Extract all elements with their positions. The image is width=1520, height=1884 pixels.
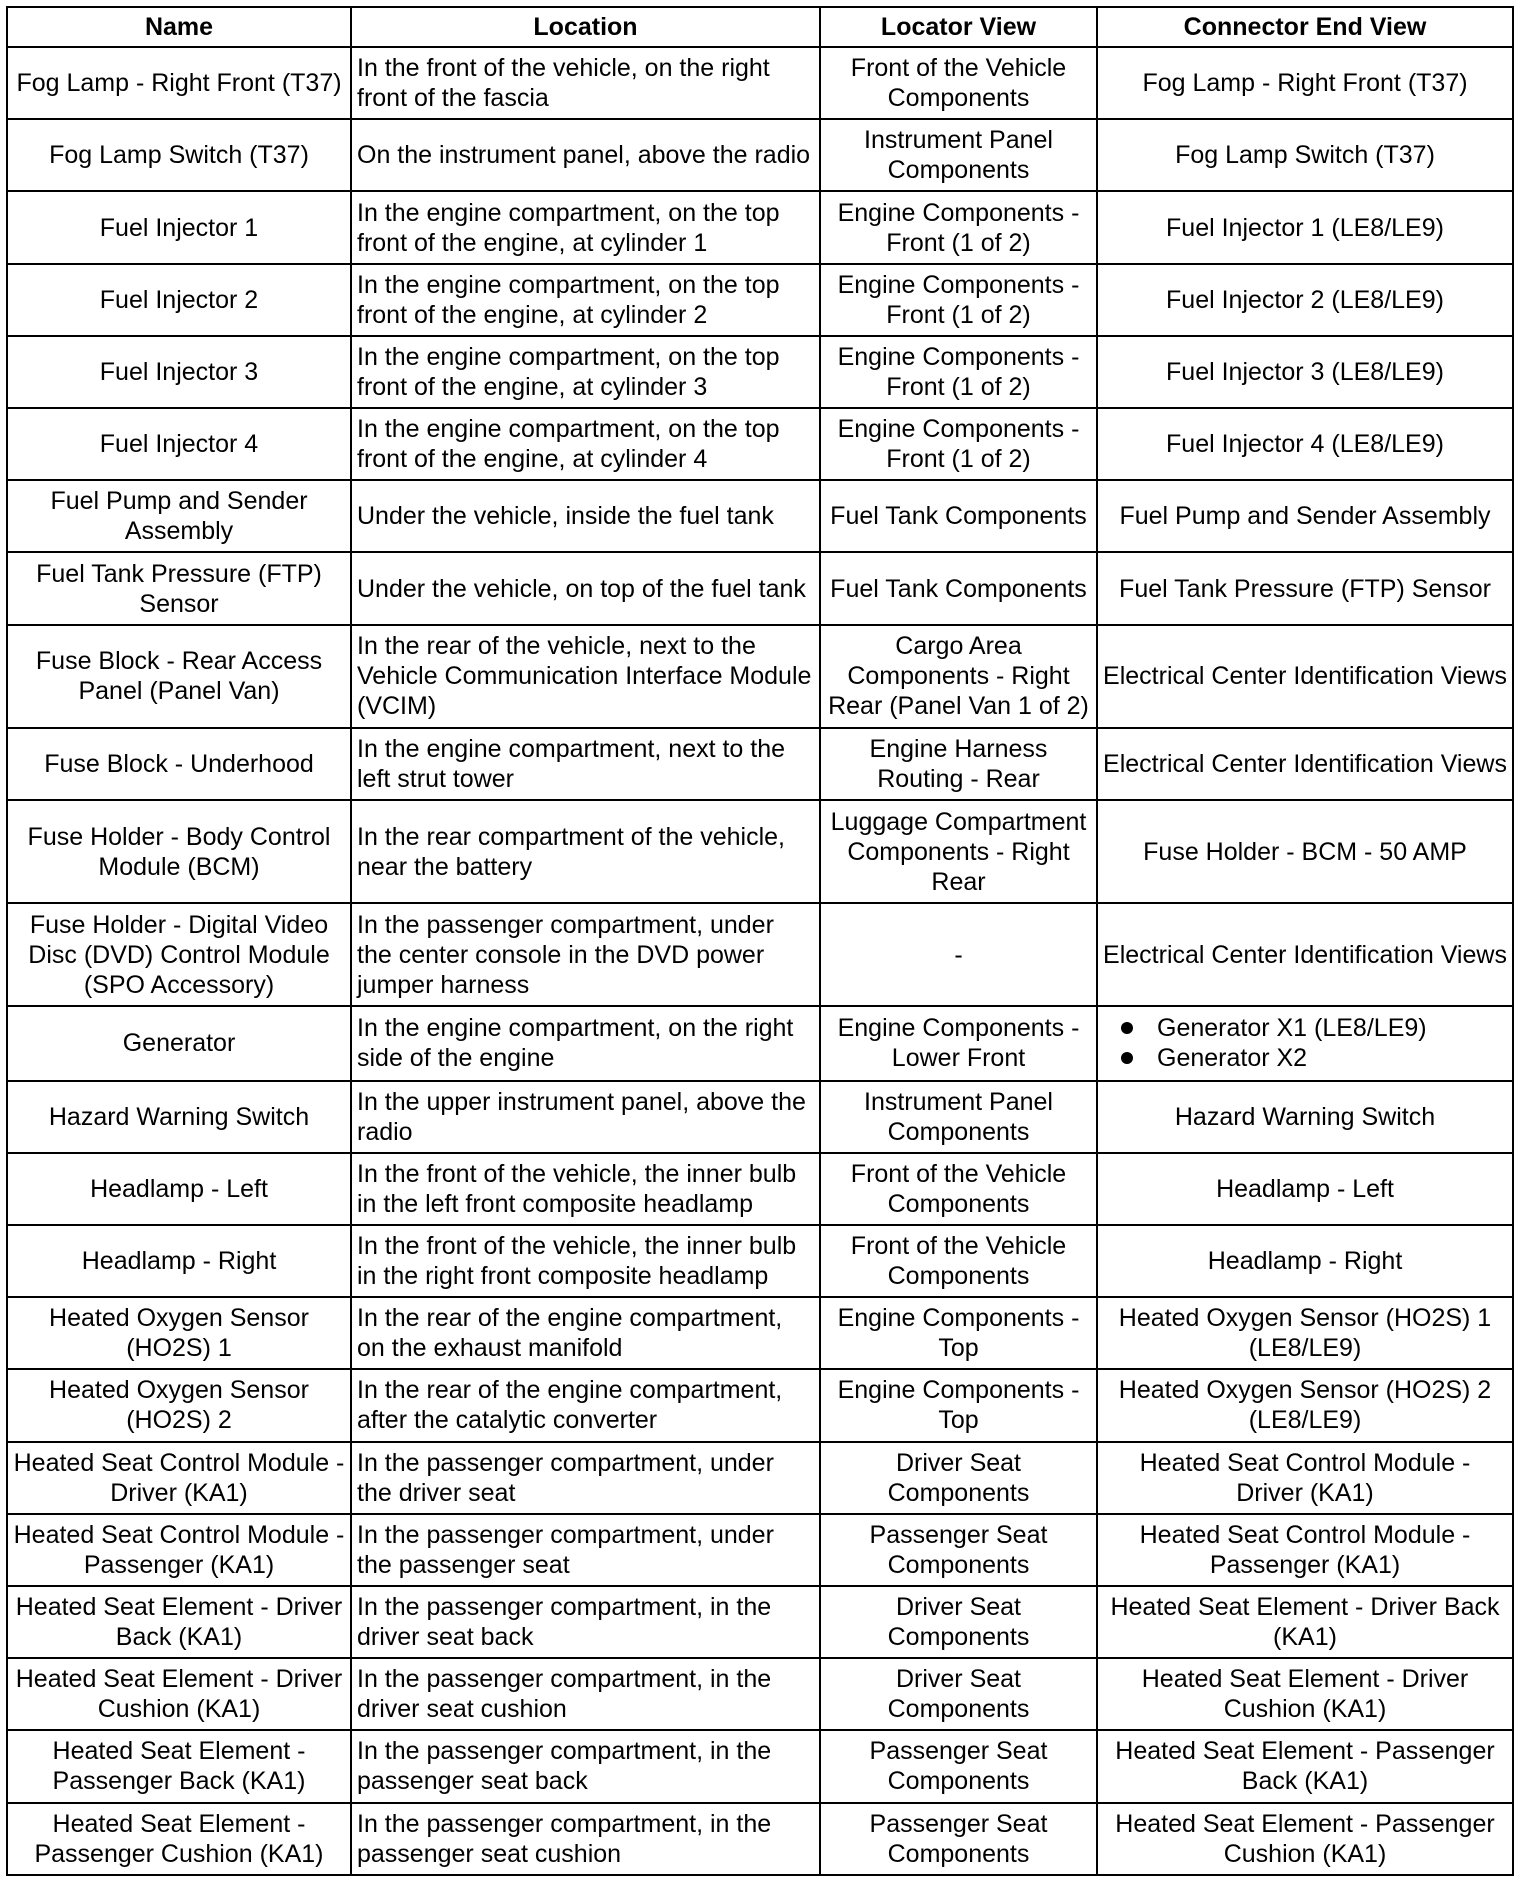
cell-location: On the instrument panel, above the radio — [351, 119, 820, 191]
cell-location: In the passenger compartment, in the passenger seat back — [351, 1730, 820, 1802]
cell-name: Heated Seat Element - Driver Back (KA1) — [7, 1586, 351, 1658]
cell-location: In the engine compartment, next to the left strut tower — [351, 728, 820, 800]
cell-locator-view: Fuel Tank Components — [820, 552, 1097, 624]
table-row — [7, 408, 1513, 480]
cell-connector-end-view: Heated Seat Element - Passenger Cushion (KA1) — [1097, 1803, 1513, 1875]
cell-name: Heated Seat Element - Passenger Back (KA1) — [7, 1730, 351, 1802]
table-row — [7, 47, 1513, 119]
cell-locator-view: Engine Components - Front (1 of 2) — [820, 408, 1097, 480]
cell-location: In the front of the vehicle, on the right front of the fascia — [351, 47, 820, 119]
cell-name: Hazard Warning Switch — [7, 1081, 351, 1153]
table-row — [7, 480, 1513, 552]
component-location-table — [6, 6, 1514, 1876]
cell-name: Fuse Block - Rear Access Panel (Panel Van) — [7, 625, 351, 728]
list-item — [1121, 1043, 1507, 1073]
cell-name: Fog Lamp - Right Front (T37) — [7, 47, 351, 119]
cell-connector-end-view: Electrical Center Identification Views — [1097, 625, 1513, 728]
table-row — [7, 191, 1513, 263]
cell-connector-end-view: Heated Seat Element - Passenger Back (KA1) — [1097, 1730, 1513, 1802]
cell-locator-view: Instrument Panel Components — [820, 119, 1097, 191]
cell-name: Headlamp - Right — [7, 1225, 351, 1297]
cell-locator-view: Engine Components - Top — [820, 1297, 1097, 1369]
table-row — [7, 1081, 1513, 1153]
cell-locator-view: Cargo Area Components - Right Rear (Panel Van 1 of 2) — [820, 625, 1097, 728]
cell-location: In the engine compartment, on the top front of the engine, at cylinder 4 — [351, 408, 820, 480]
cell-connector-end-view: Heated Oxygen Sensor (HO2S) 2 (LE8/LE9) — [1097, 1369, 1513, 1441]
cell-location: In the passenger compartment, in the driver seat cushion — [351, 1658, 820, 1730]
cell-name: Fuse Holder - Body Control Module (BCM) — [7, 800, 351, 903]
cell-connector-end-view: Heated Seat Control Module - Passenger (KA1) — [1097, 1514, 1513, 1586]
cell-connector-end-view: Fog Lamp - Right Front (T37) — [1097, 47, 1513, 119]
table-row — [7, 1369, 1513, 1441]
cell-locator-view: Front of the Vehicle Components — [820, 47, 1097, 119]
bullet-icon — [1121, 1052, 1133, 1064]
cell-locator-view: Front of the Vehicle Components — [820, 1225, 1097, 1297]
table-row — [7, 1006, 1513, 1080]
connector-item-label: Generator X1 (LE8/LE9) — [1157, 1014, 1427, 1043]
cell-connector-end-view: Heated Seat Element - Driver Cushion (KA1) — [1097, 1658, 1513, 1730]
cell-location: In the engine compartment, on the top front of the engine, at cylinder 3 — [351, 336, 820, 408]
cell-location: In the passenger compartment, under the passenger seat — [351, 1514, 820, 1586]
cell-name: Fuel Injector 3 — [7, 336, 351, 408]
cell-connector-end-view: Fuel Injector 1 (LE8/LE9) — [1097, 191, 1513, 263]
connector-item-label: Generator X2 — [1157, 1044, 1308, 1073]
cell-name: Heated Seat Control Module - Passenger (KA1) — [7, 1514, 351, 1586]
table-row — [7, 1730, 1513, 1802]
cell-locator-view: Passenger Seat Components — [820, 1730, 1097, 1802]
table-row — [7, 1586, 1513, 1658]
cell-locator-view: Fuel Tank Components — [820, 480, 1097, 552]
cell-location: In the rear of the vehicle, next to the Vehicle Communication Interface Module (VCIM) — [351, 625, 820, 728]
cell-name: Heated Seat Control Module - Driver (KA1) — [7, 1442, 351, 1514]
cell-locator-view: Driver Seat Components — [820, 1586, 1097, 1658]
cell-location: Under the vehicle, on top of the fuel tank — [351, 552, 820, 624]
cell-location: In the rear of the engine compartment, after the catalytic converter — [351, 1369, 820, 1441]
cell-connector-end-view: Fuse Holder - BCM - 50 AMP — [1097, 800, 1513, 903]
table-row — [7, 1225, 1513, 1297]
table-row — [7, 903, 1513, 1006]
table-row — [7, 1803, 1513, 1875]
table-row — [7, 800, 1513, 903]
cell-connector-end-view — [1097, 1006, 1513, 1080]
cell-connector-end-view: Fuel Injector 3 (LE8/LE9) — [1097, 336, 1513, 408]
cell-locator-view: Engine Components - Front (1 of 2) — [820, 264, 1097, 336]
table-row — [7, 119, 1513, 191]
bullet-icon — [1121, 1022, 1133, 1034]
cell-connector-end-view: Fuel Injector 2 (LE8/LE9) — [1097, 264, 1513, 336]
cell-connector-end-view: Hazard Warning Switch — [1097, 1081, 1513, 1153]
cell-connector-end-view: Heated Oxygen Sensor (HO2S) 1 (LE8/LE9) — [1097, 1297, 1513, 1369]
table-row — [7, 1442, 1513, 1514]
cell-locator-view: - — [820, 903, 1097, 1006]
table-row — [7, 1297, 1513, 1369]
cell-name: Heated Seat Element - Driver Cushion (KA1) — [7, 1658, 351, 1730]
cell-locator-view: Driver Seat Components — [820, 1658, 1097, 1730]
cell-connector-end-view: Fuel Injector 4 (LE8/LE9) — [1097, 408, 1513, 480]
header-connector-end-view: Connector End View — [1097, 7, 1513, 47]
cell-locator-view: Instrument Panel Components — [820, 1081, 1097, 1153]
list-item — [1121, 1013, 1507, 1043]
cell-location: In the front of the vehicle, the inner bulb in the right front composite headlamp — [351, 1225, 820, 1297]
table-row — [7, 1514, 1513, 1586]
cell-locator-view: Engine Components - Front (1 of 2) — [820, 191, 1097, 263]
cell-location: In the engine compartment, on the top front of the engine, at cylinder 2 — [351, 264, 820, 336]
cell-location: In the rear compartment of the vehicle, near the battery — [351, 800, 820, 903]
table-row — [7, 1658, 1513, 1730]
cell-connector-end-view: Fog Lamp Switch (T37) — [1097, 119, 1513, 191]
cell-locator-view: Driver Seat Components — [820, 1442, 1097, 1514]
table-row — [7, 1153, 1513, 1225]
cell-name: Fuel Injector 4 — [7, 408, 351, 480]
cell-connector-end-view: Electrical Center Identification Views — [1097, 728, 1513, 800]
header-locator-view: Locator View — [820, 7, 1097, 47]
table-row — [7, 264, 1513, 336]
header-name: Name — [7, 7, 351, 47]
cell-name: Heated Oxygen Sensor (HO2S) 1 — [7, 1297, 351, 1369]
cell-location: In the engine compartment, on the top front of the engine, at cylinder 1 — [351, 191, 820, 263]
cell-connector-end-view: Heated Seat Control Module - Driver (KA1) — [1097, 1442, 1513, 1514]
cell-location: In the front of the vehicle, the inner bulb in the left front composite headlamp — [351, 1153, 820, 1225]
cell-location: In the upper instrument panel, above the radio — [351, 1081, 820, 1153]
cell-connector-end-view: Headlamp - Right — [1097, 1225, 1513, 1297]
cell-connector-end-view: Headlamp - Left — [1097, 1153, 1513, 1225]
cell-locator-view: Passenger Seat Components — [820, 1514, 1097, 1586]
cell-name: Fuel Pump and Sender Assembly — [7, 480, 351, 552]
cell-locator-view: Engine Components - Front (1 of 2) — [820, 336, 1097, 408]
cell-name: Fuel Injector 1 — [7, 191, 351, 263]
cell-location: In the rear of the engine compartment, on the exhaust manifold — [351, 1297, 820, 1369]
cell-name: Heated Oxygen Sensor (HO2S) 2 — [7, 1369, 351, 1441]
header-row — [7, 7, 1513, 47]
cell-location: In the engine compartment, on the right side of the engine — [351, 1006, 820, 1080]
cell-name: Fog Lamp Switch (T37) — [7, 119, 351, 191]
cell-location: In the passenger compartment, in the passenger seat cushion — [351, 1803, 820, 1875]
table-row — [7, 625, 1513, 728]
cell-name: Heated Seat Element - Passenger Cushion (KA1) — [7, 1803, 351, 1875]
cell-name: Fuse Block - Underhood — [7, 728, 351, 800]
cell-locator-view: Engine Harness Routing - Rear — [820, 728, 1097, 800]
cell-name: Generator — [7, 1006, 351, 1080]
cell-name: Fuel Tank Pressure (FTP) Sensor — [7, 552, 351, 624]
table-row — [7, 552, 1513, 624]
cell-locator-view: Passenger Seat Components — [820, 1803, 1097, 1875]
connector-list — [1103, 1013, 1507, 1073]
table-row — [7, 336, 1513, 408]
cell-connector-end-view: Fuel Pump and Sender Assembly — [1097, 480, 1513, 552]
table-row — [7, 728, 1513, 800]
cell-location: In the passenger compartment, in the driver seat back — [351, 1586, 820, 1658]
cell-name: Fuel Injector 2 — [7, 264, 351, 336]
cell-connector-end-view: Heated Seat Element - Driver Back (KA1) — [1097, 1586, 1513, 1658]
cell-locator-view: Front of the Vehicle Components — [820, 1153, 1097, 1225]
cell-name: Fuse Holder - Digital Video Disc (DVD) Control Module (SPO Accessory) — [7, 903, 351, 1006]
cell-locator-view: Luggage Compartment Components - Right Rear — [820, 800, 1097, 903]
cell-connector-end-view: Fuel Tank Pressure (FTP) Sensor — [1097, 552, 1513, 624]
cell-locator-view: Engine Components - Top — [820, 1369, 1097, 1441]
cell-location: Under the vehicle, inside the fuel tank — [351, 480, 820, 552]
cell-name: Headlamp - Left — [7, 1153, 351, 1225]
cell-location: In the passenger compartment, under the driver seat — [351, 1442, 820, 1514]
cell-locator-view: Engine Components - Lower Front — [820, 1006, 1097, 1080]
cell-connector-end-view: Electrical Center Identification Views — [1097, 903, 1513, 1006]
cell-location: In the passenger compartment, under the center console in the DVD power jumper harness — [351, 903, 820, 1006]
header-location: Location — [351, 7, 820, 47]
